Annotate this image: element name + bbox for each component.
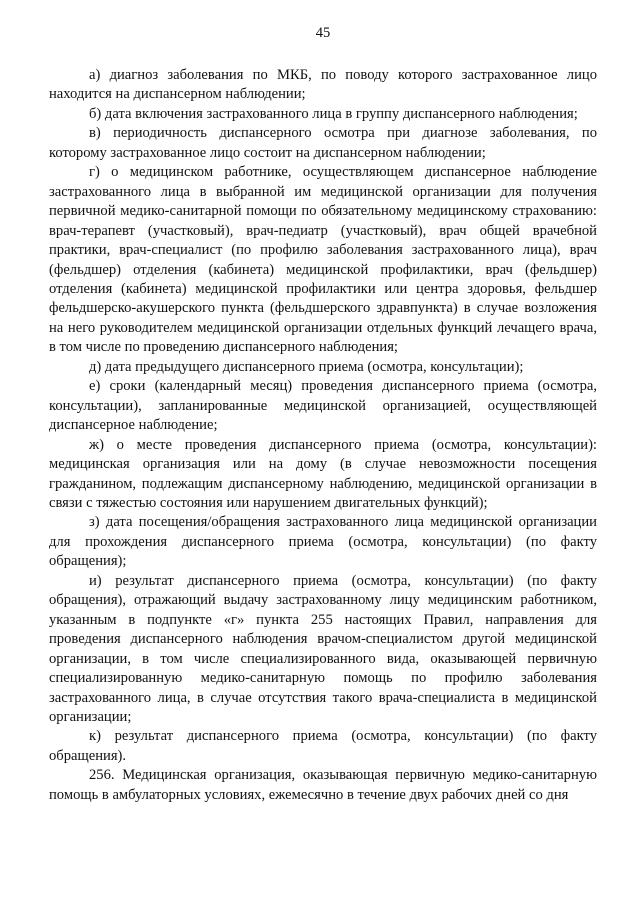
document-body bbox=[49, 66, 597, 805]
page-number: 45 bbox=[315, 25, 331, 41]
paragraph-v: в) периодичность диспансерного осмотра при диагнозе заболевания, по которому застрахованное лицо состоит на диспансерном наблюдении; bbox=[49, 125, 597, 161]
paragraph-a: а) диагноз заболевания по МКБ, по поводу которого застрахованное лицо находится на диспансерном наблюдении; bbox=[49, 67, 597, 103]
paragraph-256: 256. Медицинская организация, оказывающая первичную медико-санитарную помощь в амбулаторных условиях, ежемесячно в течение двух рабочих дней со дня bbox=[49, 767, 597, 803]
paragraph-g: г) о медицинском работнике, осуществляющем диспансерное наблюдение застрахованного лица в выбранной им медицинской организации для получения первичной медико-санитарной помощи по обязательному медицинскому страхованию: врач-терапевт (участковый), врач-педиатр (участковый), врач общей врачебной практики, врач-специалист (по профилю заболевания застрахованного лица), врач (фельдшер) отделения (кабинета) медицинской профилактики, врач (фельдшер) отделения (кабинета) медицинской профилактики или центра здоровья, фельдшер фельдшерско-акушерского пункта (фельдшерского здравпункта) в случае возложения на него руководителем медицинской организации отдельных функций лечащего врача, в том числе по проведению диспансерного наблюдения; bbox=[49, 164, 597, 356]
paragraph-k: к) результат диспансерного приема (осмотра, консультации) (по факту обращения). bbox=[49, 728, 597, 764]
paragraph-d: д) дата предыдущего диспансерного приема (осмотра, консультации); bbox=[89, 358, 524, 375]
paragraph-zh: ж) о месте проведения диспансерного приема (осмотра, консультации): медицинская организация или на дому (в случае невозможности посещения гражданином, подлежащим диспансерному наблюдению, медицинской организации в связи с тяжестью состояния или нарушением двигательных функций); bbox=[49, 436, 597, 511]
paragraph-i: и) результат диспансерного приема (осмотра, консультации) (по факту обращения), отражающий выдачу застрахованному лицу медицинским работником, указанным в подпункте «г» пункта 255 настоящих Правил, направления для проведения диспансерного наблюдения врачом-специалистом другой медицинской организации, в том числе специализированного вида, оказывающей первичную специализированную медико-санитарную помощь по профилю заболевания застрахованного лица, в случае отсутствия такого врача-специалиста в медицинской организации; bbox=[49, 572, 597, 725]
paragraph-e: е) сроки (календарный месяц) проведения диспансерного приема (осмотра, консультации), запланированные медицинской организацией, осуществляющей диспансерное наблюдение; bbox=[49, 378, 597, 434]
paragraph-b: б) дата включения застрахованного лица в группу диспансерного наблюдения; bbox=[89, 105, 578, 122]
paragraph-z: з) дата посещения/обращения застрахованного лица медицинской организации для прохождения диспансерного приема (осмотра, консультации) (по факту обращения); bbox=[49, 514, 597, 570]
